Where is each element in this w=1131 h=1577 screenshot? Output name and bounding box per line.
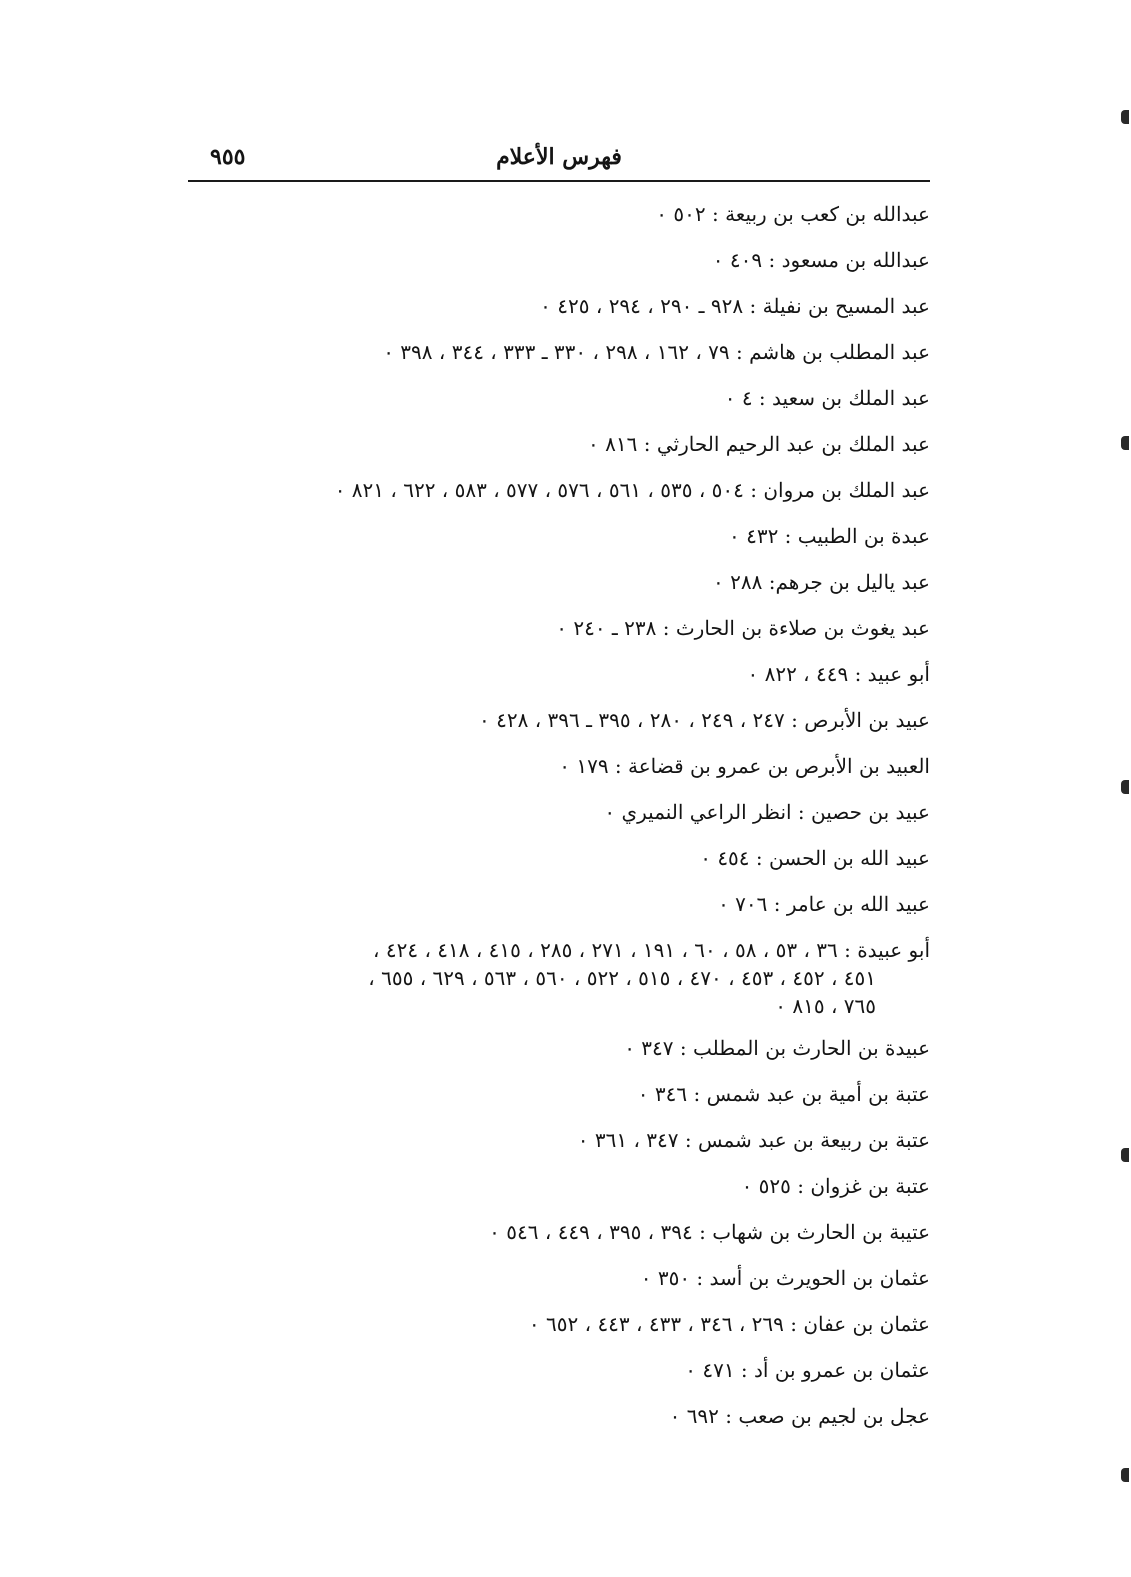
index-entry: عبد يغوث بن صلاءة بن الحارث : ٢٣٨ ـ ٢٤٠ ٠ bbox=[556, 616, 930, 640]
scan-margin-mark bbox=[1121, 110, 1129, 124]
page-number: ٩٥٥ bbox=[210, 144, 246, 170]
index-entry: عبدالله بن مسعود : ٤٠٩ ٠ bbox=[712, 248, 930, 272]
index-entry: عثمان بن عفان : ٢٦٩ ، ٣٤٦ ، ٤٣٣ ، ٤٤٣ ، ٦٥٢ ٠ bbox=[528, 1312, 930, 1336]
index-entry: عتبة بن غزوان : ٥٢٥ ٠ bbox=[741, 1174, 930, 1198]
index-entry: عجل بن لجيم بن صعب : ٦٩٢ ٠ bbox=[669, 1404, 930, 1428]
page-header bbox=[188, 140, 930, 180]
entry-line: أبو عبيدة : ٣٦ ، ٥٣ ، ٥٨ ، ٦٠ ، ١٩١ ، ٢٧١ ، ٢٨٥ ، ٤١٥ ، ٤١٨ ، ٤٢٤ ، bbox=[373, 938, 930, 962]
entry-line: ٧٦٥ ، ٨١٥ ٠ bbox=[775, 994, 876, 1018]
index-entry: عبد الملك بن مروان : ٥٠٤ ، ٥٣٥ ، ٥٦١ ، ٥٧٦ ، ٥٧٧ ، ٥٨٣ ، ٦٢٢ ، ٨٢١ ٠ bbox=[334, 478, 930, 502]
index-entry: عبد المسيح بن نفيلة : ٩٢٨ ـ ٢٩٠ ، ٢٩٤ ، ٤٢٥ ٠ bbox=[540, 294, 930, 318]
index-entry: عبيد بن الأبرص : ٢٤٧ ، ٢٤٩ ، ٢٨٠ ، ٣٩٥ ـ ٣٩٦ ، ٤٢٨ ٠ bbox=[479, 708, 930, 732]
index-entries bbox=[188, 200, 930, 1448]
scan-margin-mark bbox=[1121, 1148, 1129, 1162]
index-entry: عبيد الله بن عامر : ٧٠٦ ٠ bbox=[718, 892, 930, 916]
index-entry: عبد المطلب بن هاشم : ٧٩ ، ١٦٢ ، ٢٩٨ ، ٣٣٠ ـ ٣٣٣ ، ٣٤٤ ، ٣٩٨ ٠ bbox=[383, 340, 930, 364]
index-entry: عثمان بن عمرو بن أد : ٤٧١ ٠ bbox=[685, 1358, 930, 1382]
index-entry: عثمان بن الحويرث بن أسد : ٣٥٠ ٠ bbox=[640, 1266, 930, 1290]
page-title: فهرس الأعلام bbox=[496, 144, 622, 170]
scan-margin-mark bbox=[1121, 1468, 1129, 1482]
index-entry: عتبة بن ربيعة بن عبد شمس : ٣٤٧ ، ٣٦١ ٠ bbox=[577, 1128, 930, 1152]
entry-line: ٤٥١ ، ٤٥٢ ، ٤٥٣ ، ٤٧٠ ، ٥١٥ ، ٥٢٢ ، ٥٦٠ ، ٥٦٣ ، ٦٢٩ ، ٦٥٥ ، bbox=[368, 966, 876, 990]
index-entry: عبدة بن الطبيب : ٤٣٢ ٠ bbox=[728, 524, 930, 548]
index-entry: عبيد بن حصين : انظر الراعي النميري ٠ bbox=[604, 800, 930, 824]
header-rule bbox=[188, 180, 930, 182]
index-entry: أبو عبيد : ٤٤٩ ، ٨٢٢ ٠ bbox=[747, 662, 930, 686]
index-entry: عتبة بن أمية بن عبد شمس : ٣٤٦ ٠ bbox=[637, 1082, 930, 1106]
index-entry: عبد الملك بن سعيد : ٤ ٠ bbox=[724, 386, 930, 410]
scan-margin-mark bbox=[1121, 436, 1129, 450]
index-entry: عبدالله بن كعب بن ربيعة : ٥٠٢ ٠ bbox=[656, 202, 930, 226]
index-entry: عبد الملك بن عبد الرحيم الحارثي : ٨١٦ ٠ bbox=[588, 432, 930, 456]
index-entry: عبد ياليل بن جرهم: ٢٨٨ ٠ bbox=[713, 570, 930, 594]
scan-margin-mark bbox=[1121, 780, 1129, 794]
index-entry: عتيبة بن الحارث بن شهاب : ٣٩٤ ، ٣٩٥ ، ٤٤٩ ، ٥٤٦ ٠ bbox=[489, 1220, 930, 1244]
index-entry: عبيدة بن الحارث بن المطلب : ٣٤٧ ٠ bbox=[624, 1036, 930, 1060]
index-entry: العبيد بن الأبرص بن عمرو بن قضاعة : ١٧٩ ٠ bbox=[559, 754, 930, 778]
index-entry: عبيد الله بن الحسن : ٤٥٤ ٠ bbox=[700, 846, 930, 870]
index-entry-multiline bbox=[188, 936, 930, 1020]
